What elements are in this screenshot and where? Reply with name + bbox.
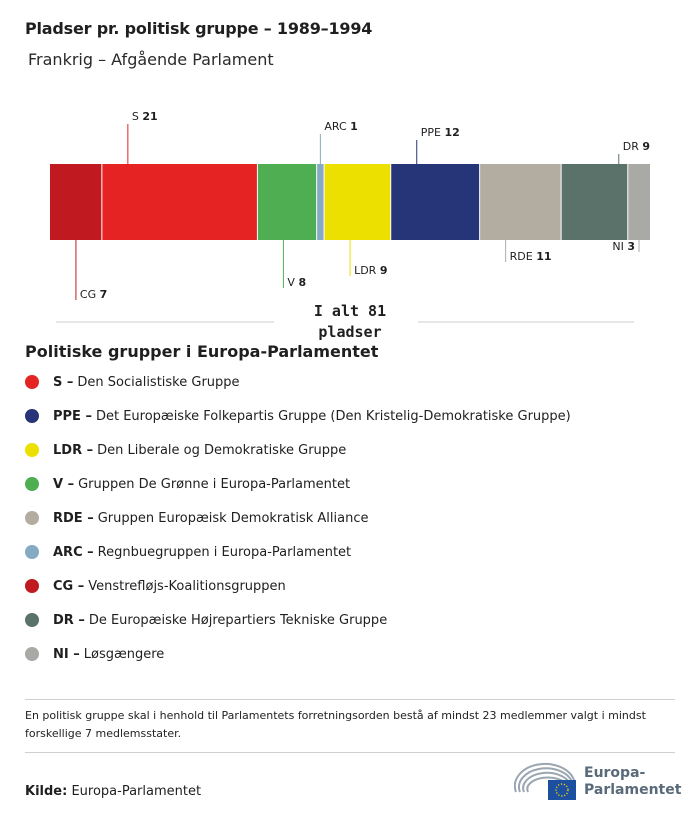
legend-label: Den Liberale og Demokratiske Gruppe — [97, 442, 347, 458]
logo-line-1: Europa- — [584, 765, 646, 781]
legend-item — [25, 542, 351, 562]
legend-item — [25, 508, 368, 528]
legend-swatch — [25, 511, 39, 525]
legend-swatch — [25, 647, 39, 661]
legend-code: DR – — [53, 612, 85, 628]
data-label-rde: RDE 11 — [509, 250, 552, 263]
bar-segment-s — [102, 164, 258, 240]
legend-item — [25, 610, 387, 630]
legend-code: CG – — [53, 578, 85, 594]
source-text: Europa-Parlamentet — [71, 784, 202, 799]
legend-item — [25, 440, 346, 460]
data-label-ni: NI 3 — [612, 240, 635, 253]
footnote: En politisk gruppe skal i henhold til Parlamentets forretningsorden bestå af mindst 23 medlemmer valgt i mindst forskellige 7 medlemsstater. — [25, 709, 646, 740]
legend-code: LDR – — [53, 442, 94, 458]
legend-label: Regnbuegruppen i Europa-Parlamentet — [97, 544, 352, 560]
legend-swatch — [25, 443, 39, 457]
legend-label: De Europæiske Højrepartiers Tekniske Gruppe — [88, 612, 388, 628]
bar-segment-v — [257, 164, 316, 240]
legend-code: V – — [53, 476, 75, 492]
bar-segment-ni — [628, 164, 650, 240]
legend-swatch — [25, 579, 39, 593]
legend-code: ARC – — [53, 544, 94, 560]
legend-swatch — [25, 375, 39, 389]
legend-label: Gruppen De Grønne i Europa-Parlamentet — [78, 476, 351, 492]
source-label: Kilde: — [25, 784, 68, 799]
bar-segment-ppe — [391, 164, 480, 240]
logo-text — [584, 765, 681, 799]
legend-swatch — [25, 613, 39, 627]
bar-segment-rde — [480, 164, 561, 240]
logo-line-2: Parlamentet — [584, 782, 682, 798]
bar-segment-ldr — [324, 164, 391, 240]
bar-segment-arc — [317, 164, 324, 240]
legend-item — [25, 644, 164, 664]
legend-item — [25, 474, 350, 494]
europarl-logo — [514, 760, 684, 804]
legend-label: Venstrefløjs-Koalitionsgruppen — [88, 578, 286, 594]
divider — [25, 752, 675, 753]
divider — [25, 699, 675, 700]
data-label-cg: CG 7 — [79, 288, 108, 301]
hemicycle-eu-flag-icon — [514, 762, 578, 802]
legend-item — [25, 576, 286, 596]
source — [25, 784, 201, 799]
chart-title: Pladser pr. politisk gruppe – 1989–1994 — [25, 19, 373, 38]
legend-label: Den Socialistiske Gruppe — [77, 374, 240, 390]
legend-swatch — [25, 409, 39, 423]
legend-item — [25, 372, 240, 392]
legend-swatch — [25, 545, 39, 559]
legend-item — [25, 406, 571, 426]
legend-code: NI – — [53, 646, 80, 662]
stacked-seat-bar-chart — [0, 110, 700, 342]
data-label-ldr: LDR 9 — [354, 264, 388, 277]
total-label: I alt 81 pladser — [313, 302, 387, 341]
data-label-s: S 21 — [131, 110, 158, 123]
legend-code: RDE – — [53, 510, 94, 526]
data-label-ppe: PPE 12 — [420, 126, 460, 139]
legend-label: Det Europæiske Folkepartis Gruppe (Den Kristelig-Demokratiske Gruppe) — [95, 408, 571, 424]
bar-segment-cg — [50, 164, 102, 240]
chart-subtitle: Frankrig – Afgående Parlament — [28, 50, 274, 69]
legend-code: PPE – — [53, 408, 92, 424]
legend-label: Gruppen Europæisk Demokratisk Alliance — [97, 510, 369, 526]
bar-segment-dr — [561, 164, 628, 240]
data-label-dr: DR 9 — [622, 140, 651, 153]
legend-label: Løsgængere — [83, 646, 165, 662]
legend-code: S – — [53, 374, 74, 390]
legend-title: Politiske grupper i Europa-Parlamentet — [25, 342, 379, 361]
data-label-v: V 8 — [287, 276, 307, 289]
legend-swatch — [25, 477, 39, 491]
data-label-arc: ARC 1 — [324, 120, 358, 133]
